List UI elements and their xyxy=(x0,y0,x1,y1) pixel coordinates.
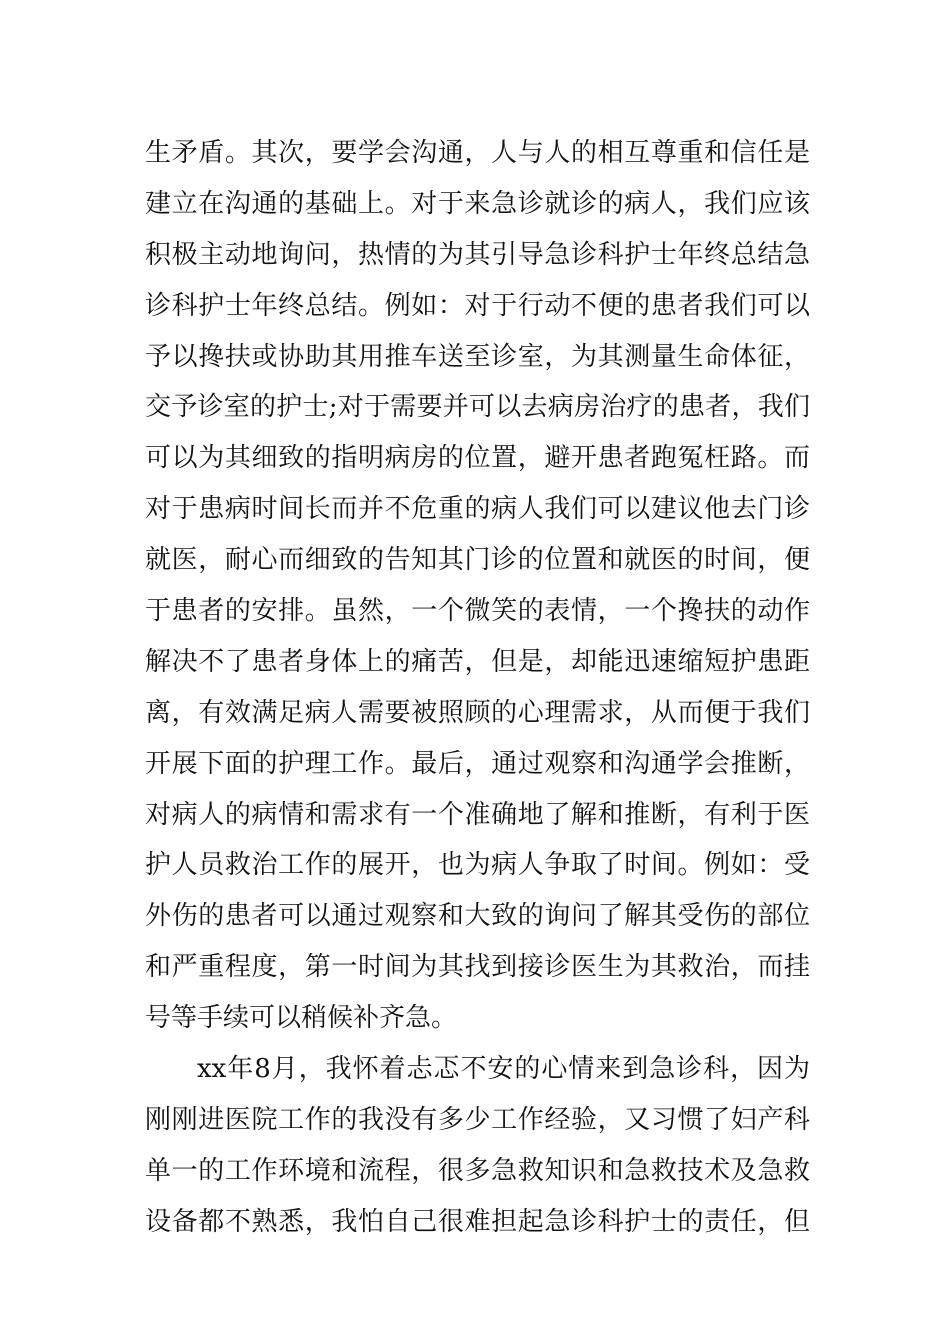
text-line: 生矛盾。其次，要学会沟通，人与人的相互尊重和信任是 xyxy=(145,138,810,168)
text-line: 设备都不熟悉，我怕自己很难担起急诊科护士的责任，但 xyxy=(145,1206,810,1237)
text-line: 予以搀扶或协助其用推车送至诊室，为其测量生命体征， xyxy=(145,341,810,372)
text-line: 对于患病时间长而并不危重的病人我们可以建议他去门诊 xyxy=(145,494,810,525)
text-line: 离，有效满足病人需要被照顾的心理需求，从而便于我们 xyxy=(145,697,810,728)
text-line: 交予诊室的护士;对于需要并可以去病房治疗的患者，我们 xyxy=(145,392,810,423)
text-line: 诊科护士年终总结。例如：对于行动不便的患者我们可以 xyxy=(145,290,810,321)
text-line: 建立在沟通的基础上。对于来急诊就诊的病人，我们应该 xyxy=(145,188,810,219)
text-line: 可以为其细致的指明病房的位置，避开患者跑冤枉路。而 xyxy=(145,443,810,474)
text-line: 积极主动地询问，热情的为其引导急诊科护士年终总结急 xyxy=(145,239,810,270)
text-line: 护人员救治工作的展开，也为病人争取了时间。例如：受 xyxy=(145,850,810,881)
body-text xyxy=(145,128,810,1248)
text-line: 刚刚进医院工作的我没有多少工作经验，又习惯了妇产科 xyxy=(145,1104,810,1135)
paragraph-end-line: 号等手续可以稍候补齐急。 xyxy=(145,1003,458,1034)
text-line: 就医，耐心而细致的告知其门诊的位置和就医的时间，便 xyxy=(145,545,810,576)
text-line: 对病人的病情和需求有一个准确地了解和推断，有利于医 xyxy=(145,799,810,830)
paragraph-start-line: xx年8月，我怀着忐忑不安的心情来到急诊科，因为 xyxy=(197,1054,810,1085)
text-line: 解决不了患者身体上的痛苦，但是，却能迅速缩短护患距 xyxy=(145,646,810,677)
text-line: 单一的工作环境和流程，很多急救知识和急救技术及急救 xyxy=(145,1155,810,1186)
text-line: 开展下面的护理工作。最后，通过观察和沟通学会推断， xyxy=(145,748,810,779)
text-line: 外伤的患者可以通过观察和大致的询问了解其受伤的部位 xyxy=(145,901,810,932)
text-line: 于患者的安排。虽然，一个微笑的表情，一个搀扶的动作 xyxy=(145,596,810,627)
text-line: 和严重程度，第一时间为其找到接诊医生为其救治，而挂 xyxy=(145,952,810,983)
